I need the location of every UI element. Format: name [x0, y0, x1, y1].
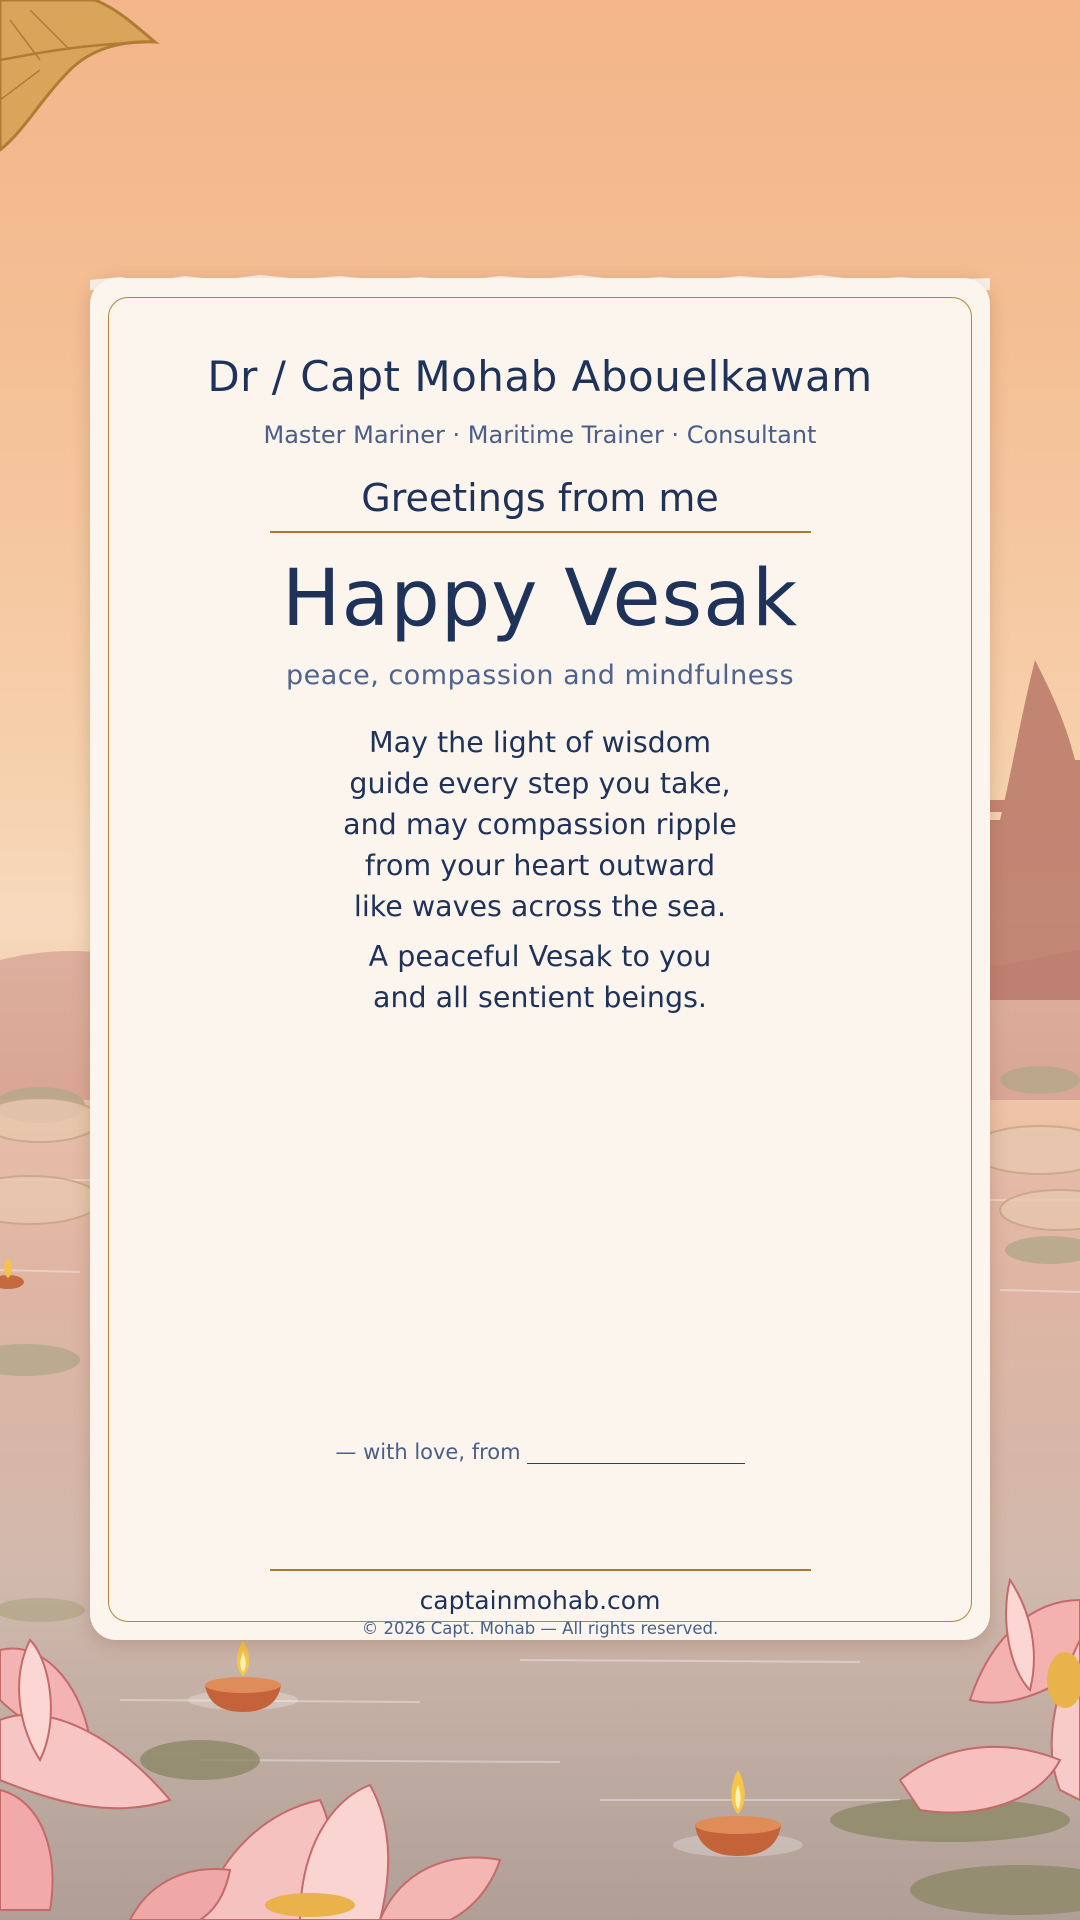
poem-stanza-2 [90, 936, 990, 1018]
signature-label: — with love, from [335, 1440, 521, 1464]
poem-message [90, 722, 990, 1027]
poem-line: A peaceful Vesak to you [368, 940, 712, 973]
divider-top [270, 531, 811, 533]
bodhi-leaf [0, 0, 155, 150]
poem-line: guide every step you take, [349, 767, 731, 800]
poem-line: and all sentient beings. [372, 981, 707, 1014]
copyright-text: © 2026 Capt. Mohab — All rights reserved. [361, 1619, 719, 1638]
greeting-line: Greetings from me [361, 476, 719, 520]
author-subtitle: Master Mariner · Maritime Trainer · Consultant [263, 421, 817, 449]
author-name: Dr / Capt Mohab Abouelkawam [207, 352, 873, 401]
signature-blank-line[interactable] [527, 1439, 745, 1464]
divider-bottom [270, 1569, 811, 1571]
headline: Happy Vesak [281, 554, 799, 644]
tagline: peace, compassion and mindfulness [285, 660, 795, 691]
poem-stanza-1 [90, 722, 990, 927]
temple-silhouette [990, 660, 1080, 1000]
poem-line: from your heart outward [364, 849, 716, 882]
website-link[interactable]: captainmohab.com [419, 1586, 661, 1615]
poem-line: May the light of wisdom [369, 726, 711, 759]
poem-line: and may compassion ripple [343, 808, 737, 841]
poem-line: like waves across the sea. [353, 890, 727, 923]
signature-row [90, 1439, 990, 1464]
